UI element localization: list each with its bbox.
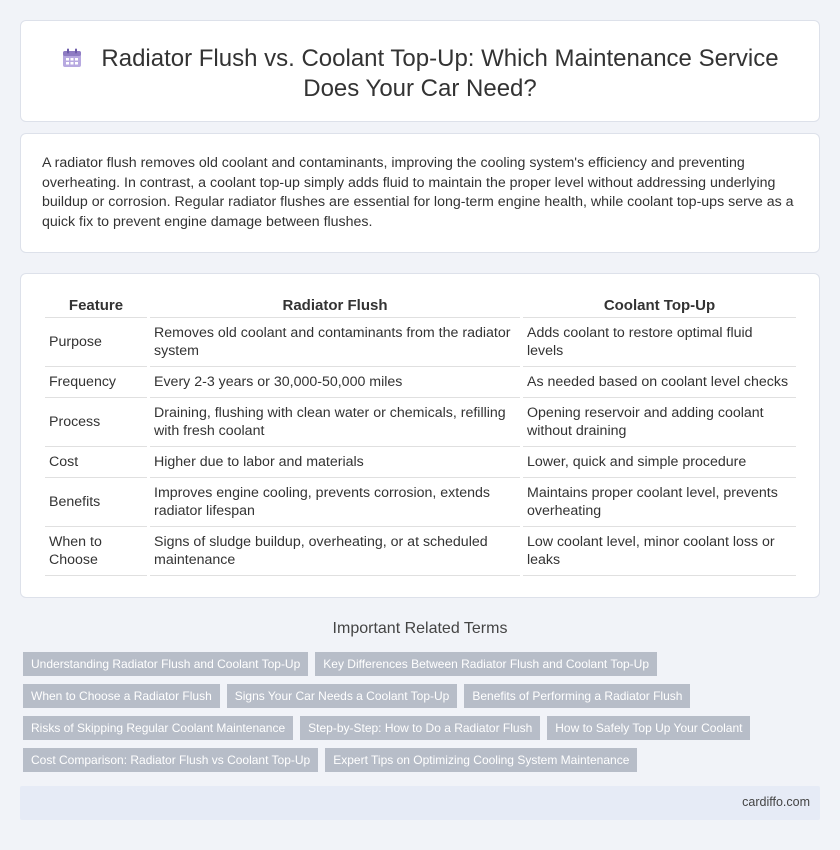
related-term-tag[interactable]: How to Safely Top Up Your Coolant (547, 716, 750, 740)
radiator-flush-cell: Improves engine cooling, prevents corrosion, extends radiator lifespan (150, 478, 520, 527)
page-title (21, 44, 819, 104)
radiator-flush-cell: Signs of sludge buildup, overheating, or at scheduled maintenance (150, 527, 520, 576)
related-term-tag[interactable]: Understanding Radiator Flush and Coolant Top-Up (23, 652, 308, 676)
header-coolant-top-up: Coolant Top-Up (523, 294, 796, 318)
header-feature: Feature (45, 294, 147, 318)
title-line-2: Does Your Car Need? (303, 75, 537, 102)
title-line-1: Radiator Flush vs. Coolant Top-Up: Which Maintenance Service (101, 45, 779, 72)
header-radiator-flush: Radiator Flush (150, 294, 520, 318)
intro-paragraph: A radiator flush removes old coolant and contaminants, improving the cooling system's efficiency and preventing overheating. In contrast, a coolant top-up simply adds fluid to maintain the proper level without addressing underlying buildup or corrosion. Regular radiator flushes are essential for long-term engine health, while coolant top-ups serve as a quick fix to prevent engine damage between flushes. (42, 155, 794, 230)
table-row (45, 527, 796, 576)
table-row (45, 367, 796, 398)
related-term-tag[interactable]: Risks of Skipping Regular Coolant Maintenance (23, 716, 293, 740)
tag-row (23, 716, 803, 740)
table-row (45, 398, 796, 447)
table-row (45, 318, 796, 367)
related-term-tag[interactable]: When to Choose a Radiator Flush (23, 684, 220, 708)
table-row (45, 447, 796, 478)
tag-row (23, 748, 803, 772)
feature-cell: When to Choose (45, 527, 147, 576)
related-terms-tags (23, 652, 803, 780)
related-term-tag[interactable]: Benefits of Performing a Radiator Flush (464, 684, 690, 708)
feature-cell: Process (45, 398, 147, 447)
feature-cell: Benefits (45, 478, 147, 527)
coolant-top-up-cell: Lower, quick and simple procedure (523, 447, 796, 478)
coolant-top-up-cell: Maintains proper coolant level, prevents overheating (523, 478, 796, 527)
table-row (45, 478, 796, 527)
tag-row (23, 684, 803, 708)
related-term-tag[interactable]: Expert Tips on Optimizing Cooling System Maintenance (325, 748, 637, 772)
radiator-flush-cell: Draining, flushing with clean water or chemicals, refilling with fresh coolant (150, 398, 520, 447)
footer (20, 786, 820, 820)
intro-card (20, 133, 820, 253)
tag-row (23, 652, 803, 676)
footer-site-link[interactable]: cardiffo.com (742, 795, 810, 809)
related-term-tag[interactable]: Cost Comparison: Radiator Flush vs Coolant Top-Up (23, 748, 318, 772)
title-card (20, 20, 820, 122)
feature-cell: Frequency (45, 367, 147, 398)
related-term-tag[interactable]: Key Differences Between Radiator Flush and Coolant Top-Up (315, 652, 657, 676)
coolant-top-up-cell: As needed based on coolant level checks (523, 367, 796, 398)
coolant-top-up-cell: Low coolant level, minor coolant loss or leaks (523, 527, 796, 576)
radiator-flush-cell: Removes old coolant and contaminants from the radiator system (150, 318, 520, 367)
coolant-top-up-cell: Opening reservoir and adding coolant without draining (523, 398, 796, 447)
coolant-top-up-cell: Adds coolant to restore optimal fluid levels (523, 318, 796, 367)
related-term-tag[interactable]: Signs Your Car Needs a Coolant Top-Up (227, 684, 458, 708)
table-header-row (45, 294, 796, 318)
radiator-flush-cell: Higher due to labor and materials (150, 447, 520, 478)
related-terms-heading: Important Related Terms (332, 620, 508, 637)
feature-cell: Cost (45, 447, 147, 478)
comparison-card (20, 273, 820, 598)
comparison-table (42, 294, 799, 576)
feature-cell: Purpose (45, 318, 147, 367)
radiator-flush-cell: Every 2-3 years or 30,000-50,000 miles (150, 367, 520, 398)
calendar-icon (61, 47, 83, 69)
related-term-tag[interactable]: Step-by-Step: How to Do a Radiator Flush (300, 716, 540, 740)
